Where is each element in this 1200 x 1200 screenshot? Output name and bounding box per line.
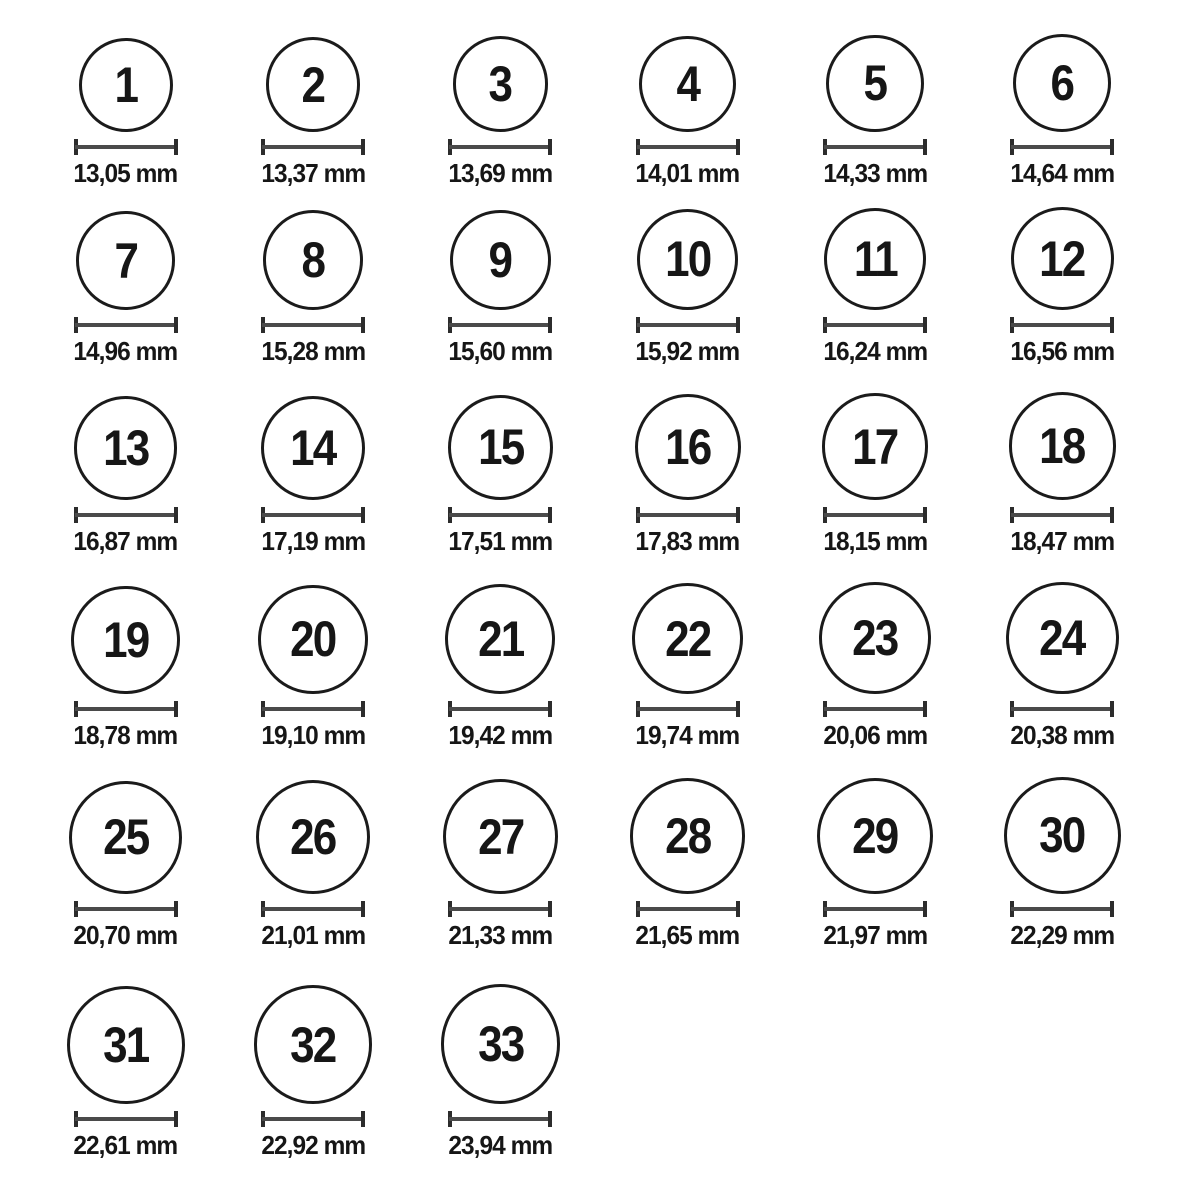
measure-cap-right-icon bbox=[174, 507, 178, 523]
ring-circle bbox=[256, 780, 370, 894]
measure-cap-right-icon bbox=[174, 1111, 178, 1127]
measure-cap-right-icon bbox=[361, 1111, 365, 1127]
diameter-measure-line bbox=[448, 901, 552, 917]
ring-size-number: 23 bbox=[852, 610, 898, 667]
diameter-label: 18,47 mm bbox=[1010, 526, 1115, 556]
ring-size-cell bbox=[219, 188, 406, 366]
diameter-label: 14,01 mm bbox=[635, 158, 740, 188]
measure-bar bbox=[824, 323, 926, 327]
ring-circle bbox=[263, 210, 363, 310]
ring-size-cell bbox=[407, 366, 594, 556]
diameter-label: 16,24 mm bbox=[823, 336, 927, 366]
measure-bar bbox=[75, 907, 177, 911]
ring-size-cell bbox=[32, 0, 219, 188]
measure-cap-right-icon bbox=[174, 901, 178, 917]
ring-circle bbox=[74, 396, 178, 500]
measure-cap-right-icon bbox=[1110, 901, 1114, 917]
ring-size-cell bbox=[594, 556, 781, 750]
ring-size-number: 20 bbox=[290, 611, 336, 668]
ring-size-number: 31 bbox=[102, 1017, 149, 1073]
ring-size-cell bbox=[781, 188, 968, 366]
ring-circle bbox=[639, 36, 735, 132]
diameter-measure-line bbox=[636, 139, 740, 155]
ring-circle bbox=[1009, 392, 1117, 500]
ring-size-cell bbox=[32, 366, 219, 556]
ring-circle bbox=[824, 208, 926, 310]
diameter-measure-line bbox=[448, 317, 552, 333]
ring-circle bbox=[266, 37, 361, 132]
ring-circle bbox=[1013, 34, 1111, 132]
ring-size-cell bbox=[219, 556, 406, 750]
ring-size-cell bbox=[32, 188, 219, 366]
diameter-label: 14,96 mm bbox=[73, 336, 178, 366]
diameter-measure-line bbox=[636, 507, 740, 523]
ring-size-cell bbox=[969, 0, 1156, 188]
measure-bar bbox=[1011, 707, 1113, 711]
ring-size-number: 6 bbox=[1050, 55, 1074, 111]
diameter-label: 15,28 mm bbox=[261, 336, 365, 366]
ring-size-cell bbox=[969, 556, 1156, 750]
ring-circle bbox=[79, 38, 173, 132]
measure-cap-right-icon bbox=[1110, 507, 1114, 523]
measure-bar bbox=[637, 707, 739, 711]
measure-cap-right-icon bbox=[736, 317, 740, 333]
measure-bar bbox=[1011, 513, 1113, 517]
measure-cap-right-icon bbox=[923, 701, 927, 717]
diameter-label: 15,60 mm bbox=[448, 336, 553, 366]
diameter-label: 21,97 mm bbox=[823, 920, 927, 950]
diameter-measure-line bbox=[74, 1111, 178, 1127]
diameter-measure-line bbox=[823, 507, 927, 523]
ring-circle bbox=[453, 36, 549, 132]
ring-size-cell bbox=[407, 750, 594, 950]
ring-circle bbox=[1004, 777, 1121, 894]
diameter-label: 18,15 mm bbox=[823, 526, 927, 556]
diameter-label: 17,51 mm bbox=[448, 526, 553, 556]
diameter-label: 15,92 mm bbox=[635, 336, 740, 366]
diameter-measure-line bbox=[74, 507, 178, 523]
diameter-label: 18,78 mm bbox=[73, 720, 178, 750]
ring-circle bbox=[1011, 207, 1114, 310]
ring-size-cell bbox=[781, 366, 968, 556]
measure-bar bbox=[637, 145, 739, 149]
ring-size-cell bbox=[407, 188, 594, 366]
ring-size-cell bbox=[594, 366, 781, 556]
diameter-label: 22,29 mm bbox=[1010, 920, 1115, 950]
diameter-measure-line bbox=[74, 317, 178, 333]
ring-size-cell bbox=[969, 188, 1156, 366]
measure-bar bbox=[262, 707, 364, 711]
ring-size-number: 3 bbox=[488, 56, 512, 113]
measure-cap-right-icon bbox=[174, 317, 178, 333]
ring-circle bbox=[817, 778, 933, 894]
measure-cap-right-icon bbox=[174, 701, 178, 717]
measure-cap-right-icon bbox=[736, 139, 740, 155]
ring-size-number: 15 bbox=[477, 419, 524, 476]
ring-circle bbox=[261, 396, 365, 500]
measure-bar bbox=[824, 513, 926, 517]
measure-bar bbox=[637, 513, 739, 517]
measure-cap-right-icon bbox=[548, 701, 552, 717]
diameter-label: 21,65 mm bbox=[635, 920, 740, 950]
ring-circle bbox=[448, 395, 553, 500]
diameter-measure-line bbox=[448, 701, 552, 717]
diameter-label: 17,83 mm bbox=[635, 526, 740, 556]
diameter-measure-line bbox=[74, 701, 178, 717]
ring-size-cell bbox=[594, 188, 781, 366]
ring-circle bbox=[76, 211, 175, 310]
ring-size-number: 11 bbox=[853, 231, 897, 287]
ring-size-cell bbox=[781, 750, 968, 950]
ring-circle bbox=[635, 394, 741, 500]
ring-size-cell bbox=[969, 750, 1156, 950]
diameter-measure-line bbox=[823, 701, 927, 717]
diameter-measure-line bbox=[1010, 317, 1114, 333]
diameter-measure-line bbox=[1010, 139, 1114, 155]
diameter-measure-line bbox=[823, 139, 927, 155]
ring-circle bbox=[445, 584, 555, 694]
diameter-label: 20,70 mm bbox=[73, 920, 178, 950]
ring-size-cell bbox=[219, 750, 406, 950]
measure-bar bbox=[1011, 145, 1113, 149]
measure-bar bbox=[75, 145, 177, 149]
diameter-measure-line bbox=[448, 1111, 552, 1127]
ring-size-number: 2 bbox=[301, 56, 325, 113]
measure-cap-right-icon bbox=[1110, 139, 1114, 155]
measure-cap-right-icon bbox=[1110, 317, 1114, 333]
ring-size-number: 18 bbox=[1039, 418, 1086, 475]
ring-circle bbox=[69, 781, 182, 894]
diameter-measure-line bbox=[261, 507, 365, 523]
ring-size-number: 12 bbox=[1039, 230, 1086, 287]
ring-size-cell bbox=[219, 366, 406, 556]
measure-bar bbox=[824, 907, 926, 911]
measure-cap-right-icon bbox=[923, 139, 927, 155]
ring-size-cell bbox=[219, 0, 406, 188]
measure-bar bbox=[75, 513, 177, 517]
diameter-measure-line bbox=[1010, 901, 1114, 917]
diameter-label: 13,37 mm bbox=[261, 158, 365, 188]
diameter-measure-line bbox=[261, 1111, 365, 1127]
diameter-label: 13,69 mm bbox=[448, 158, 553, 188]
measure-bar bbox=[824, 707, 926, 711]
ring-size-number: 13 bbox=[102, 420, 149, 477]
size-grid bbox=[32, 0, 1156, 1160]
ring-size-number: 4 bbox=[676, 55, 699, 112]
ring-circle bbox=[822, 393, 929, 500]
ring-size-number: 9 bbox=[488, 231, 512, 288]
measure-cap-right-icon bbox=[923, 901, 927, 917]
ring-size-number: 25 bbox=[102, 809, 149, 866]
measure-bar bbox=[449, 145, 551, 149]
ring-circle bbox=[67, 986, 185, 1104]
measure-bar bbox=[1011, 323, 1113, 327]
diameter-label: 19,10 mm bbox=[261, 720, 365, 750]
measure-cap-right-icon bbox=[548, 1111, 552, 1127]
diameter-label: 17,19 mm bbox=[261, 526, 365, 556]
ring-size-cell bbox=[407, 950, 594, 1160]
diameter-label: 20,38 mm bbox=[1010, 720, 1115, 750]
diameter-measure-line bbox=[74, 901, 178, 917]
ring-size-number: 19 bbox=[102, 611, 149, 668]
measure-bar bbox=[1011, 907, 1113, 911]
diameter-label: 16,56 mm bbox=[1010, 336, 1115, 366]
ring-size-cell bbox=[219, 950, 406, 1160]
diameter-label: 22,92 mm bbox=[261, 1130, 365, 1160]
ring-size-number: 28 bbox=[664, 808, 711, 865]
ring-circle bbox=[637, 209, 738, 310]
ring-size-cell bbox=[407, 556, 594, 750]
ring-size-number: 21 bbox=[477, 611, 524, 667]
measure-bar bbox=[75, 1117, 177, 1121]
ring-circle bbox=[630, 778, 746, 894]
measure-bar bbox=[637, 323, 739, 327]
measure-bar bbox=[449, 1117, 551, 1121]
measure-cap-right-icon bbox=[736, 901, 740, 917]
ring-size-cell bbox=[781, 556, 968, 750]
ring-circle bbox=[826, 35, 923, 132]
measure-cap-right-icon bbox=[1110, 701, 1114, 717]
diameter-measure-line bbox=[448, 139, 552, 155]
ring-circle bbox=[254, 985, 373, 1104]
ring-size-cell bbox=[32, 556, 219, 750]
measure-cap-right-icon bbox=[736, 701, 740, 717]
diameter-measure-line bbox=[823, 317, 927, 333]
ring-size-number: 7 bbox=[114, 232, 138, 289]
measure-bar bbox=[75, 707, 177, 711]
diameter-measure-line bbox=[636, 701, 740, 717]
measure-cap-right-icon bbox=[361, 139, 365, 155]
diameter-label: 13,05 mm bbox=[73, 158, 178, 188]
measure-bar bbox=[824, 145, 926, 149]
ring-size-number: 14 bbox=[290, 419, 336, 476]
diameter-measure-line bbox=[1010, 507, 1114, 523]
diameter-measure-line bbox=[74, 139, 178, 155]
measure-bar bbox=[262, 1117, 364, 1121]
ring-size-number: 32 bbox=[290, 1016, 336, 1073]
diameter-measure-line bbox=[261, 701, 365, 717]
ring-size-number: 8 bbox=[301, 232, 325, 289]
diameter-label: 22,61 mm bbox=[73, 1130, 178, 1160]
measure-cap-right-icon bbox=[174, 139, 178, 155]
diameter-measure-line bbox=[261, 317, 365, 333]
ring-size-number: 33 bbox=[477, 1016, 524, 1073]
ring-circle bbox=[632, 583, 743, 694]
ring-circle bbox=[258, 585, 367, 694]
ring-size-number: 16 bbox=[664, 419, 711, 475]
measure-cap-right-icon bbox=[548, 507, 552, 523]
measure-cap-right-icon bbox=[361, 901, 365, 917]
ring-circle bbox=[441, 984, 561, 1104]
ring-circle bbox=[819, 582, 931, 694]
ring-size-cell bbox=[969, 366, 1156, 556]
ring-size-cell bbox=[781, 0, 968, 188]
diameter-label: 21,01 mm bbox=[261, 920, 365, 950]
ring-size-number: 10 bbox=[664, 231, 711, 288]
ring-size-number: 22 bbox=[664, 610, 711, 667]
measure-bar bbox=[449, 513, 551, 517]
measure-bar bbox=[262, 513, 364, 517]
measure-cap-right-icon bbox=[736, 507, 740, 523]
diameter-label: 23,94 mm bbox=[448, 1130, 553, 1160]
ring-circle bbox=[1006, 582, 1118, 694]
diameter-measure-line bbox=[1010, 701, 1114, 717]
diameter-label: 16,87 mm bbox=[73, 526, 178, 556]
diameter-measure-line bbox=[448, 507, 552, 523]
diameter-measure-line bbox=[261, 901, 365, 917]
ring-size-number: 1 bbox=[114, 57, 138, 113]
ring-size-number: 5 bbox=[863, 55, 887, 112]
ring-size-cell bbox=[594, 750, 781, 950]
ring-size-cell bbox=[594, 0, 781, 188]
diameter-label: 19,74 mm bbox=[635, 720, 740, 750]
ring-size-cell bbox=[32, 750, 219, 950]
measure-cap-right-icon bbox=[923, 317, 927, 333]
diameter-label: 21,33 mm bbox=[448, 920, 553, 950]
measure-bar bbox=[449, 323, 551, 327]
ring-circle bbox=[450, 210, 550, 310]
ring-size-number: 30 bbox=[1039, 807, 1086, 864]
diameter-measure-line bbox=[636, 901, 740, 917]
measure-cap-right-icon bbox=[923, 507, 927, 523]
measure-cap-right-icon bbox=[361, 507, 365, 523]
ring-size-number: 26 bbox=[290, 809, 336, 865]
ring-size-cell bbox=[32, 950, 219, 1160]
measure-bar bbox=[262, 323, 364, 327]
measure-cap-right-icon bbox=[548, 901, 552, 917]
measure-bar bbox=[449, 707, 551, 711]
diameter-measure-line bbox=[636, 317, 740, 333]
measure-cap-right-icon bbox=[361, 317, 365, 333]
diameter-label: 19,42 mm bbox=[448, 720, 553, 750]
diameter-measure-line bbox=[823, 901, 927, 917]
measure-cap-right-icon bbox=[548, 317, 552, 333]
measure-bar bbox=[75, 323, 177, 327]
diameter-label: 14,64 mm bbox=[1010, 158, 1115, 188]
diameter-label: 14,33 mm bbox=[823, 158, 927, 188]
diameter-measure-line bbox=[261, 139, 365, 155]
measure-bar bbox=[262, 145, 364, 149]
ring-size-number: 24 bbox=[1039, 609, 1086, 666]
measure-bar bbox=[449, 907, 551, 911]
diameter-label: 20,06 mm bbox=[823, 720, 927, 750]
measure-bar bbox=[637, 907, 739, 911]
ring-circle bbox=[71, 586, 179, 694]
measure-cap-right-icon bbox=[361, 701, 365, 717]
ring-size-number: 27 bbox=[477, 808, 524, 865]
measure-cap-right-icon bbox=[548, 139, 552, 155]
ring-size-number: 17 bbox=[852, 418, 898, 475]
measure-bar bbox=[262, 907, 364, 911]
ring-size-number: 29 bbox=[852, 807, 898, 864]
ring-circle bbox=[443, 779, 558, 894]
ring-size-cell bbox=[407, 0, 594, 188]
